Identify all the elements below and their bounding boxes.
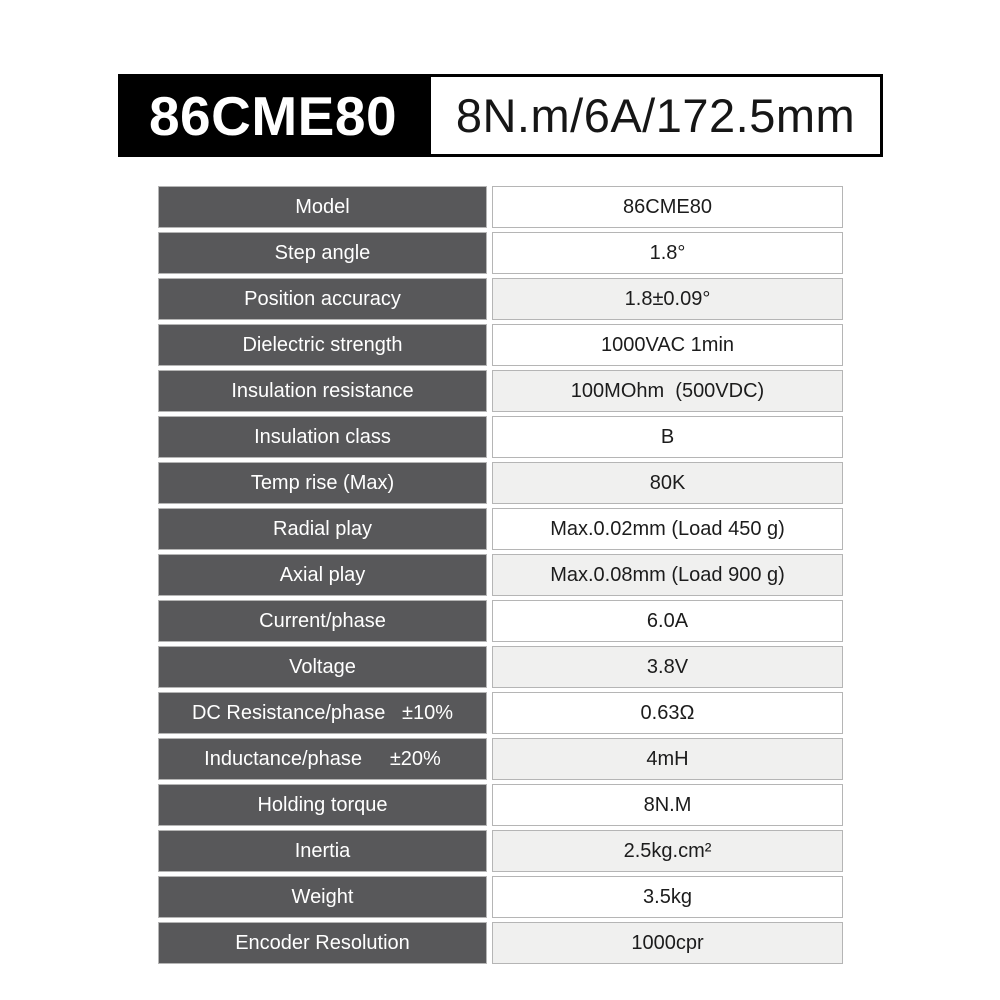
spec-label: Step angle xyxy=(158,232,487,274)
table-row-insulation-resistance xyxy=(158,370,843,412)
model-badge xyxy=(118,74,428,157)
table-row-position-accuracy xyxy=(158,278,843,320)
spec-label: Holding torque xyxy=(158,784,487,826)
table-row-inductance xyxy=(158,738,843,780)
spec-badge-text: 8N.m/6A/172.5mm xyxy=(455,89,856,142)
spec-value: 100MOhm (500VDC) xyxy=(492,370,843,412)
spec-value: 1.8° xyxy=(492,232,843,274)
spec-label: Insulation class xyxy=(158,416,487,458)
spec-table-body xyxy=(158,186,843,964)
spec-value: 6.0A xyxy=(492,600,843,642)
table-row-radial-play xyxy=(158,508,843,550)
table-row-current-phase xyxy=(158,600,843,642)
spec-label: Inductance/phase ±20% xyxy=(158,738,487,780)
spec-value: 1000VAC 1min xyxy=(492,324,843,366)
table-row-insulation-class xyxy=(158,416,843,458)
spec-value: 1000cpr xyxy=(492,922,843,964)
table-row-weight xyxy=(158,876,843,918)
spec-value: 0.63Ω xyxy=(492,692,843,734)
table-row-dielectric-strength xyxy=(158,324,843,366)
table-row-holding-torque xyxy=(158,784,843,826)
table-row-temp-rise xyxy=(158,462,843,504)
spec-value: 3.8V xyxy=(492,646,843,688)
spec-label: Inertia xyxy=(158,830,487,872)
spec-label: Dielectric strength xyxy=(158,324,487,366)
spec-value: 1.8±0.09° xyxy=(492,278,843,320)
table-row-dc-resistance xyxy=(158,692,843,734)
spec-badge xyxy=(428,74,883,157)
table-row-inertia xyxy=(158,830,843,872)
spec-value: 8N.M xyxy=(492,784,843,826)
spec-label: Model xyxy=(158,186,487,228)
spec-label: Radial play xyxy=(158,508,487,550)
table-row-model xyxy=(158,186,843,228)
model-badge-text: 86CME80 xyxy=(148,84,398,147)
spec-value: 3.5kg xyxy=(492,876,843,918)
table-row-step-angle xyxy=(158,232,843,274)
table-row-voltage xyxy=(158,646,843,688)
spec-label: Temp rise (Max) xyxy=(158,462,487,504)
spec-label: Voltage xyxy=(158,646,487,688)
table-row-axial-play xyxy=(158,554,843,596)
spec-label: Weight xyxy=(158,876,487,918)
spec-table xyxy=(153,182,848,968)
spec-value: 80K xyxy=(492,462,843,504)
table-row-encoder-resolution xyxy=(158,922,843,964)
spec-value: Max.0.08mm (Load 900 g) xyxy=(492,554,843,596)
spec-label: DC Resistance/phase ±10% xyxy=(158,692,487,734)
spec-label: Insulation resistance xyxy=(158,370,487,412)
spec-value: 86CME80 xyxy=(492,186,843,228)
spec-value: Max.0.02mm (Load 450 g) xyxy=(492,508,843,550)
spec-value: B xyxy=(492,416,843,458)
spec-value: 4mH xyxy=(492,738,843,780)
spec-label: Position accuracy xyxy=(158,278,487,320)
spec-value: 2.5kg.cm² xyxy=(492,830,843,872)
spec-label: Encoder Resolution xyxy=(158,922,487,964)
spec-label: Current/phase xyxy=(158,600,487,642)
spec-label: Axial play xyxy=(158,554,487,596)
